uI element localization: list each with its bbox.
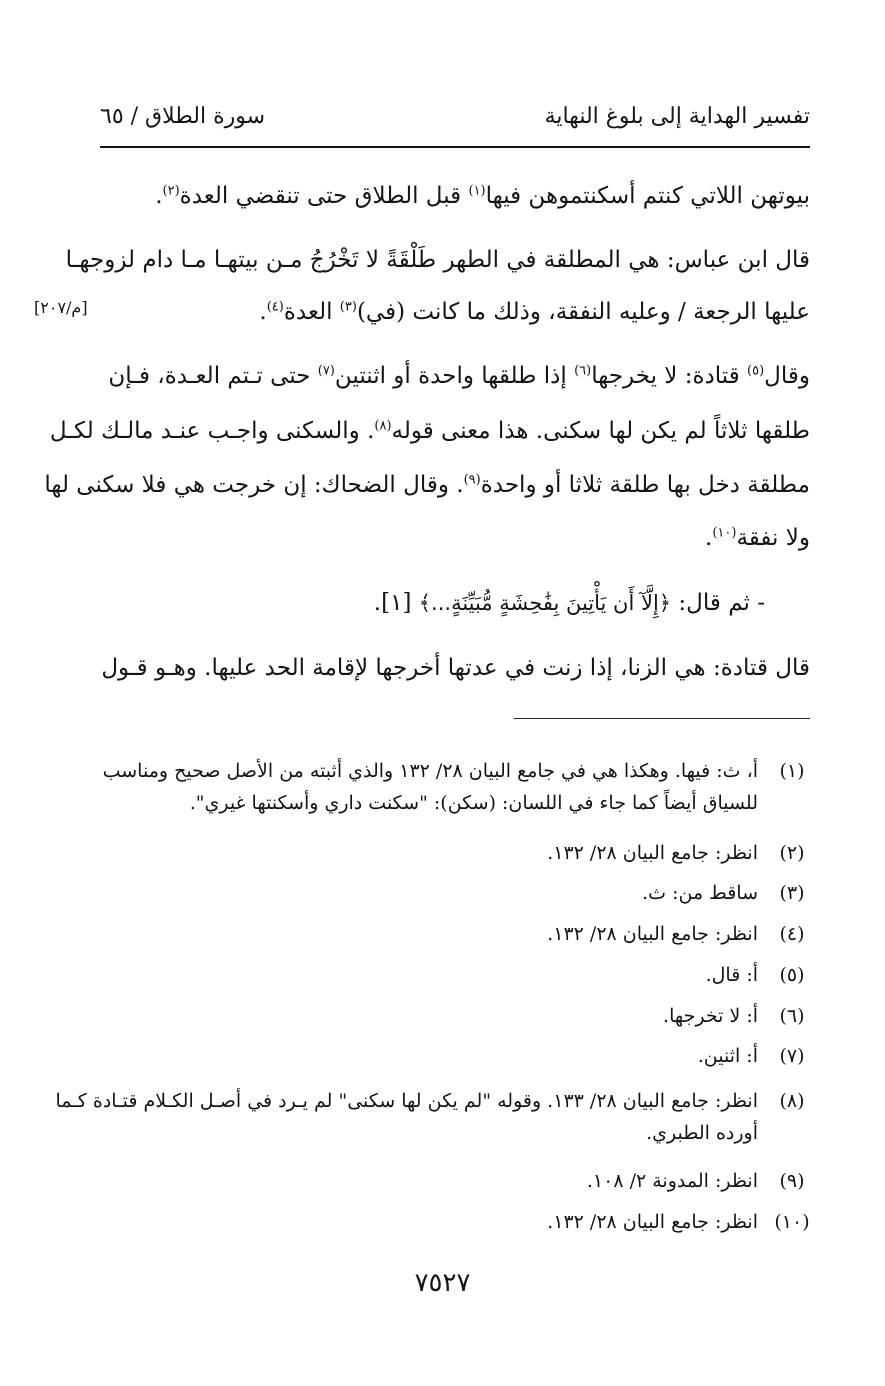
footnote — [55, 1090, 810, 1156]
text-line-9: قال قتادة: هي الزنا، إذا زنت في عدتها أخرجها لإقامة الحد عليها. وهـو قـول — [101, 655, 810, 681]
footnote — [75, 923, 810, 955]
footnote-number: (٩) — [779, 1170, 805, 1192]
footnote-separator — [514, 718, 810, 719]
footnote-number: (٧) — [779, 1045, 805, 1067]
footnote-ref: (٦) — [574, 363, 592, 379]
footnote-number: (١٠) — [774, 1211, 810, 1233]
footnote-number: (٥) — [779, 964, 805, 986]
text-line-8: - ثم قال: ﴿إِلَّآ أَن يَأْتِينَ بِفَٰحِشَةٍ مُّبَيِّنَةٍ...﴾ [١]. — [373, 590, 765, 616]
footnote-number: (٨) — [779, 1090, 805, 1112]
text-line-1: بيوتهن اللاتي كنتم أسكنتموهن فيها$^{(١)}$ قبل الطلاق حتى تنقضي العدة$^{(٢)}$. — [155, 183, 810, 209]
footnote — [75, 882, 810, 914]
footnote-text: أ: قال. — [705, 964, 758, 986]
footnote — [75, 1211, 810, 1243]
text-line-5: طلقها ثلاثاً لم يكن لها سكنى. هذا معنى قوله$^{(٨)}$. والسكنى واجـب عنـد مالـك لكـل — [49, 418, 810, 444]
text-line-7: ولا نفقة$^{(١٠)}$. — [705, 525, 810, 551]
footnote-text: أ: لا تخرجها. — [663, 1005, 758, 1027]
footnote-ref: (١٠) — [712, 525, 737, 541]
footnote-ref: (٤) — [266, 299, 284, 315]
footnote — [75, 1170, 810, 1202]
page-number: ٧٥٢٧ — [414, 1268, 471, 1298]
footnote — [75, 760, 810, 826]
footnote — [75, 1045, 810, 1077]
footnote — [75, 842, 810, 874]
surah-page-label: سورة الطلاق / ٦٥ — [100, 104, 266, 129]
footnote-ref: (٩) — [463, 472, 481, 488]
text-line-3: عليها الرجعة / وعليه النفقة، وذلك ما كانت (في)$^{(٣)}$ العدة$^{(٤)}$. — [259, 299, 810, 325]
footnote-text: أ، ث: فيها. وهكذا هي في جامع البيان ٢٨/ ١٣٢ والذي أثبته من الأصل صحيح ومناسب — [102, 760, 758, 782]
footnote-number: (٣) — [779, 882, 805, 904]
footnote-text: انظر: المدونة ٢/ ١٠٨. — [586, 1170, 758, 1192]
footnote-text-continued: للسياق أيضاً كما جاء في اللسان: (سكن): "سكنت داري وأسكنتها غيري". — [189, 792, 758, 814]
text-line-6: مطلقة دخل بها طلقة ثلاثا أو واحدة$^{(٩)}$. وقال الضحاك: إن خرجت هي فلا سكنى لها — [44, 472, 810, 498]
footnote-text: انظر: جامع البيان ٢٨/ ١٣٢. — [547, 923, 758, 945]
footnote-ref: (٧) — [317, 363, 335, 379]
footnote-ref: (٥) — [747, 363, 765, 379]
footnote-text: انظر: جامع البيان ٢٨/ ١٣٢. — [547, 842, 758, 864]
footnote-text: انظر: جامع البيان ٢٨/ ١٣٣. وقوله "لم يكن لها سكنى" لم يـرد في أصـل الكـلام قتـادة كـما — [55, 1090, 758, 1112]
footnote-ref: (٣) — [339, 299, 357, 315]
footnote-number: (٤) — [779, 923, 805, 945]
footnote-number: (١) — [779, 760, 805, 782]
footnote-ref: (٢) — [162, 183, 180, 199]
text-line-4: وقال$^{(٥)}$ قتادة: لا يخرجها$^{(٦)}$ إذا طلقها واحدة أو اثنتين$^{(٧)}$ حتى تـتم العـدة، فـإن — [108, 363, 810, 389]
footnote-text: ساقط من: ث. — [642, 882, 758, 904]
footnote-ref: (١) — [468, 183, 486, 199]
footnote-ref: (٨) — [374, 418, 392, 434]
text-line-2: قال ابن عباس: هي المطلقة في الطهر طَلْقَةً لا تَخْرُجُ مـن بيتهـا مـا دام لزوجهـا — [65, 247, 810, 273]
footnote-text: انظر: جامع البيان ٢٨/ ١٣٢. — [547, 1211, 758, 1233]
footnote — [75, 964, 810, 996]
manuscript-page-marker: [م/٢٠٧] — [34, 298, 88, 317]
footnote-number: (٢) — [779, 842, 805, 864]
book-title: تفسير الهداية إلى بلوغ النهاية — [544, 104, 810, 129]
footnote-number: (٦) — [779, 1005, 805, 1027]
footnote-text-continued: أورده الطبري. — [646, 1122, 758, 1144]
footnote-text: أ: اثنين. — [697, 1045, 758, 1067]
quran-verse: ﴿إِلَّآ أَن يَأْتِينَ بِفَٰحِشَةٍ مُّبَيِّنَةٍ...﴾ — [418, 591, 672, 615]
footnote — [75, 1005, 810, 1037]
